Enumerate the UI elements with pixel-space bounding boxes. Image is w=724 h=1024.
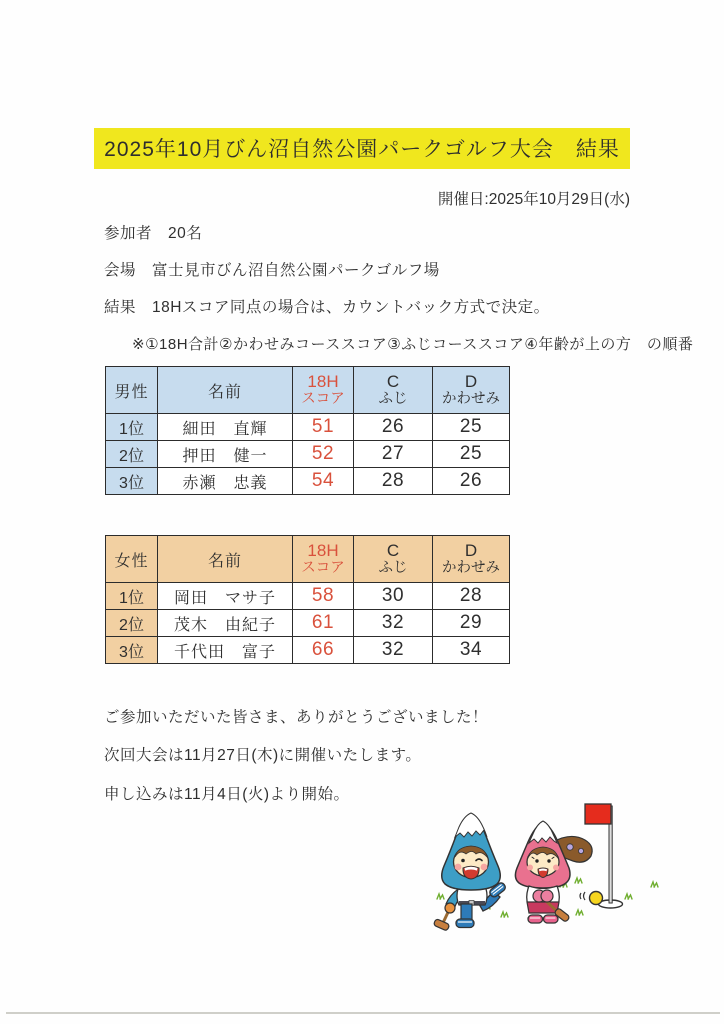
name-cell: 千代田 富子 — [158, 637, 293, 664]
rank-cell: 2位 — [106, 441, 158, 468]
page-title: 2025年10月びん沼自然公園パークゴルフ大会 結果 — [94, 128, 630, 169]
men-kawasemi-header — [433, 367, 510, 414]
women-score-header — [293, 536, 354, 583]
mascot-blue — [433, 813, 507, 931]
table-row — [106, 583, 510, 610]
score-cell: 66 — [293, 637, 354, 664]
tiebreak-note-line: ※①18H合計②かわせみコーススコア③ふじコーススコア④年齢が上の方 の順番 — [132, 336, 694, 353]
men-results-table — [105, 366, 510, 495]
men-score-header-line2: スコア — [301, 391, 345, 408]
rank-cell: 3位 — [106, 468, 158, 495]
venue-line: 会場 富士見市びん沼自然公園パークゴルフ場 — [104, 262, 440, 279]
name-cell: 茂木 由紀子 — [158, 610, 293, 637]
kawasemi-score-cell: 28 — [433, 583, 510, 610]
table-row — [106, 414, 510, 441]
name-cell: 岡田 マサ子 — [158, 583, 293, 610]
title-row — [0, 128, 724, 169]
mascot-pink — [515, 821, 592, 923]
name-cell: 押田 健一 — [158, 441, 293, 468]
score-cell: 61 — [293, 610, 354, 637]
men-group-header: 男性 — [106, 367, 158, 414]
application-line: 申し込みは11月4日(火)より開始。 — [104, 786, 350, 803]
fuji-score-cell: 28 — [354, 468, 433, 495]
men-fuji-header — [354, 367, 433, 414]
women-results-table — [105, 535, 510, 664]
men-name-header: 名前 — [158, 367, 293, 414]
score-cell: 54 — [293, 468, 354, 495]
kawasemi-score-cell: 34 — [433, 637, 510, 664]
thanks-line: ご参加いただいた皆さま、ありがとうございました！ — [104, 709, 489, 726]
held-date: 開催日:2025年10月29日(水) — [437, 191, 630, 208]
name-cell: 赤瀬 忠義 — [158, 468, 293, 495]
fuji-score-cell: 27 — [354, 441, 433, 468]
fuji-score-cell: 30 — [354, 583, 433, 610]
kawasemi-score-cell: 25 — [433, 414, 510, 441]
women-fuji-header-line2: ふじ — [378, 560, 408, 577]
men-score-header — [293, 367, 354, 414]
men-score-header-line1: 18H — [307, 371, 339, 391]
fuji-score-cell: 26 — [354, 414, 433, 441]
men-kawasemi-header-line1: D — [464, 371, 478, 391]
women-header-row — [106, 536, 510, 583]
kawasemi-score-cell: 25 — [433, 441, 510, 468]
table-row — [106, 441, 510, 468]
score-cell: 52 — [293, 441, 354, 468]
golf-ball-icon — [580, 892, 603, 905]
rank-cell: 3位 — [106, 637, 158, 664]
women-kawasemi-header-line2: かわせみ — [442, 560, 500, 577]
women-kawasemi-header-line1: D — [464, 540, 478, 560]
men-kawasemi-header-line2: かわせみ — [442, 391, 500, 408]
kawasemi-score-cell: 26 — [433, 468, 510, 495]
table-row — [106, 637, 510, 664]
women-fuji-header — [354, 536, 433, 583]
women-name-header: 名前 — [158, 536, 293, 583]
table-row — [106, 610, 510, 637]
men-fuji-header-line2: ふじ — [378, 391, 408, 408]
result-rule-line: 結果 18Hスコア同点の場合は、カウントバック方式で決定。 — [104, 299, 550, 316]
fuji-score-cell: 32 — [354, 637, 433, 664]
fuji-score-cell: 32 — [354, 610, 433, 637]
kawasemi-score-cell: 29 — [433, 610, 510, 637]
score-cell: 51 — [293, 414, 354, 441]
rank-cell: 2位 — [106, 610, 158, 637]
table-row — [106, 468, 510, 495]
scanner-edge-artifact — [6, 1012, 720, 1014]
participants-line: 参加者 20名 — [104, 225, 203, 242]
score-cell: 58 — [293, 583, 354, 610]
rank-cell: 1位 — [106, 583, 158, 610]
women-score-header-line2: スコア — [301, 560, 345, 577]
name-cell: 細田 直輝 — [158, 414, 293, 441]
rank-cell: 1位 — [106, 414, 158, 441]
women-group-header: 女性 — [106, 536, 158, 583]
women-score-header-line1: 18H — [307, 540, 339, 560]
park-golf-mascots-illustration — [433, 798, 667, 940]
men-fuji-header-line1: C — [386, 371, 400, 391]
next-event-line: 次回大会は11月27日(木)に開催いたします。 — [104, 747, 422, 764]
men-header-row — [106, 367, 510, 414]
women-kawasemi-header — [433, 536, 510, 583]
women-fuji-header-line1: C — [386, 540, 400, 560]
